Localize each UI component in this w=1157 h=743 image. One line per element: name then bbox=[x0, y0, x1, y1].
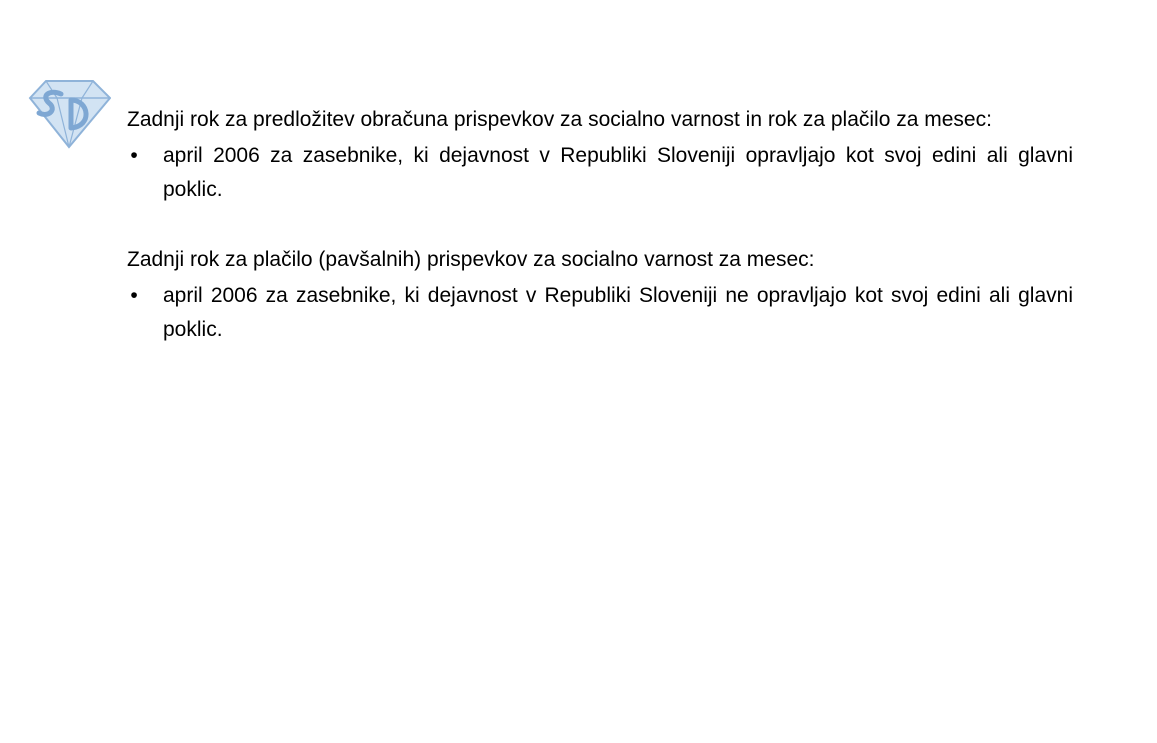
bullet-icon: • bbox=[130, 144, 138, 167]
deadline-list-1 bbox=[127, 139, 1073, 207]
deadline-intro-1: Zadnji rok za predložitev obračuna prispevkov za socialno varnost in rok za plačilo za mesec: bbox=[127, 108, 992, 131]
list-item-text: april 2006 za zasebnike, ki dejavnost v Republiki Sloveniji ne opravljajo kot svoj edini ali glavni poklic. bbox=[163, 284, 1073, 341]
list-item bbox=[127, 279, 1073, 347]
paragraph-spacer bbox=[127, 207, 1073, 243]
bullet-icon: • bbox=[130, 284, 138, 307]
document-body bbox=[127, 103, 1073, 347]
deadline-list-2 bbox=[127, 279, 1073, 347]
deadline-intro-2: Zadnji rok za plačilo (pavšalnih) prispevkov za socialno varnost za mesec: bbox=[127, 248, 815, 271]
diamond-logo-icon bbox=[27, 76, 111, 150]
list-item-text: april 2006 za zasebnike, ki dejavnost v Republiki Sloveniji opravljajo kot svoj edini ali glavni poklic. bbox=[163, 144, 1073, 201]
list-item bbox=[127, 139, 1073, 207]
